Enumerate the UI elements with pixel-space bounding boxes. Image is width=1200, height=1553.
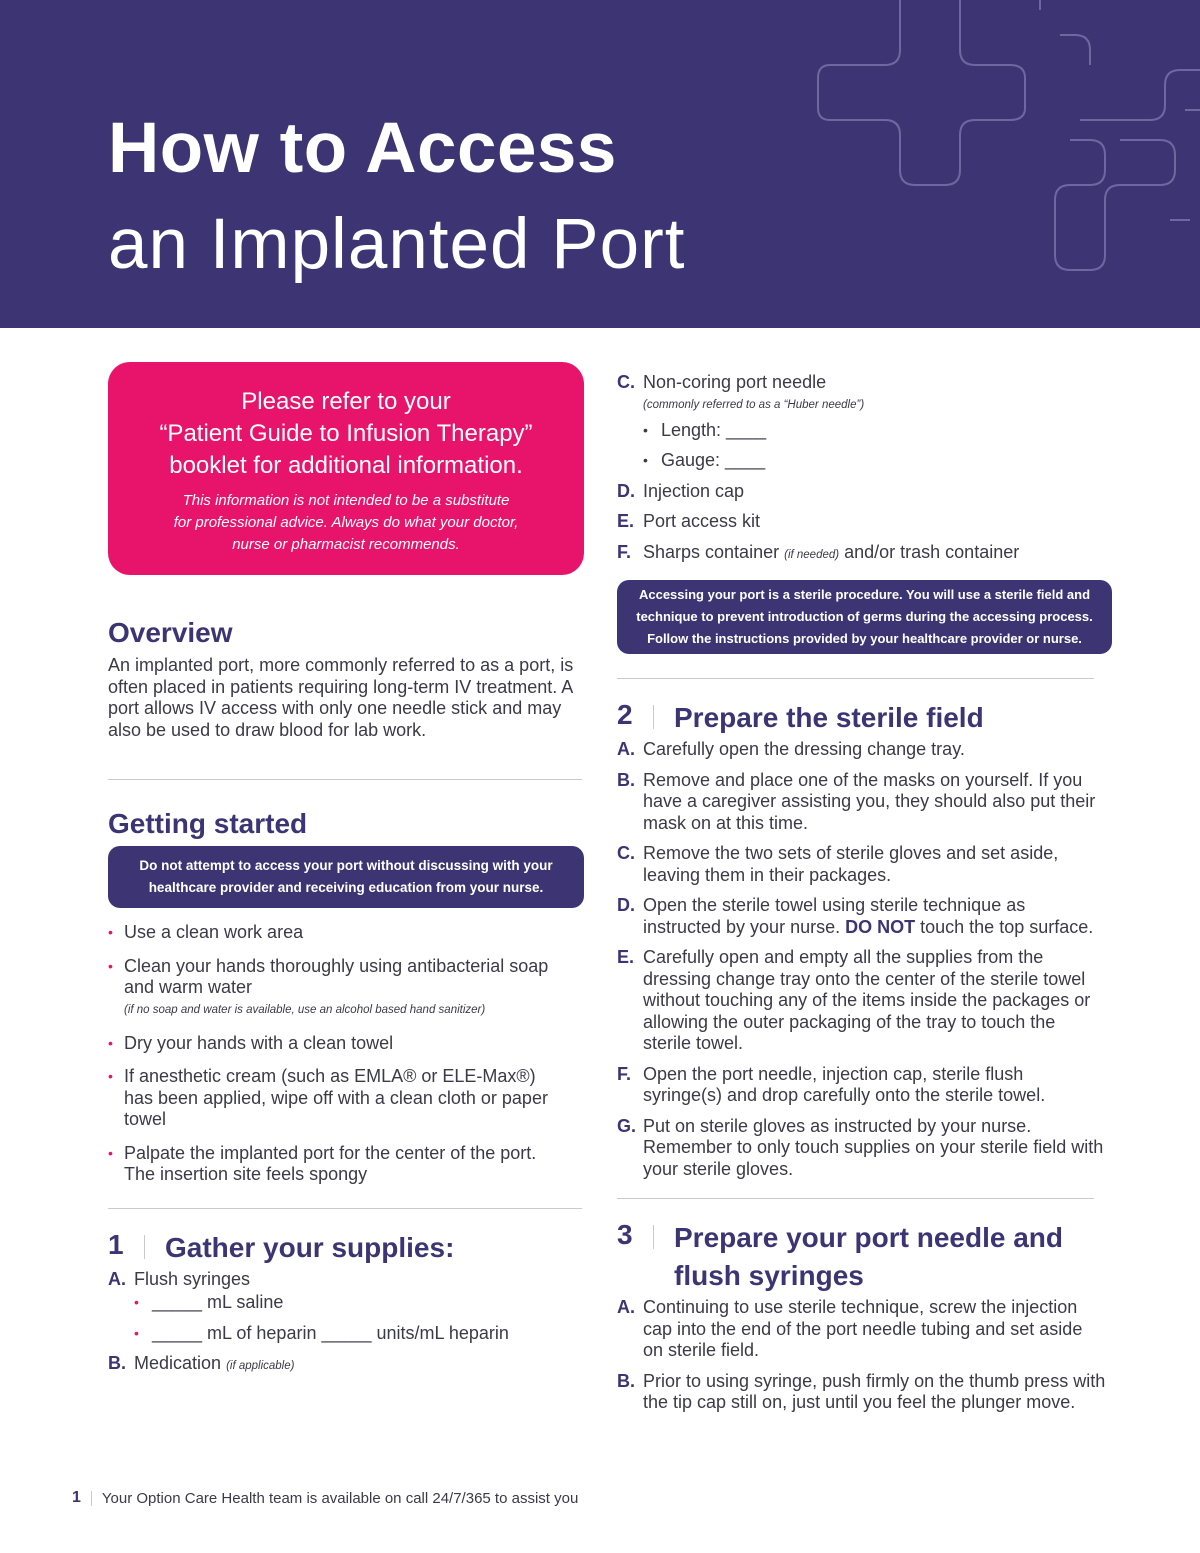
- list-item: • Clean your hands thoroughly using antibacterial soap and warm water (if no soap and water is available, use an alcohol based hand sanitizer): [108, 956, 568, 1021]
- left-column: [108, 362, 584, 1387]
- step-separator: [144, 1235, 145, 1259]
- list-item: • Dry your hands with a clean towel: [108, 1033, 568, 1055]
- flush-syringe-list: [108, 1292, 584, 1344]
- step3-number: 3: [617, 1219, 633, 1250]
- header-banner: [0, 0, 1200, 328]
- sterile-note-line1: Accessing your port is a sterile procedure. You will use a sterile field and: [638, 587, 1091, 602]
- divider: [617, 678, 1094, 679]
- step3-item-b: B. Prior to using syringe, push firmly on the thumb press with the tip cap still on, just until you feel the plunger move.: [617, 1370, 1106, 1412]
- warning-note-line1: Do not attempt to access your port without discussing with your: [139, 858, 553, 873]
- callout-main-line3: booklet for additional information.: [169, 452, 523, 479]
- step2-item-f: F. Open the port needle, injection cap, sterile flush syringe(s) and drop carefully onto the sterile towel.: [617, 1063, 1046, 1105]
- needle-spec-list: [617, 420, 1113, 472]
- callout-disclaimer: [108, 490, 584, 556]
- supply-item-a: A. Flush syringes: [108, 1268, 251, 1289]
- page-number: 1: [72, 1489, 81, 1506]
- list-item: • Palpate the implanted port for the center of the port. The insertion site feels spongy: [108, 1143, 568, 1186]
- footer-separator: [91, 1491, 92, 1506]
- overview-text: An implanted port, more commonly referred to as a port, is often placed in patients requiring long-term IV treatment. A port allows IV access with only one needle stick and may also be used to draw blood for lab work.: [108, 655, 574, 740]
- getting-started-heading: Getting started: [108, 808, 308, 839]
- step2-item-e: E. Carefully open and empty all the supplies from the dressing change tray onto the center of the sterile towel without touching any of the items inside the packages or allowing the outer packaging of the tray to touch the sterile towel.: [617, 947, 1091, 1053]
- step-separator: [653, 1225, 654, 1249]
- warning-note-line2: healthcare provider and receiving education from your nurse.: [148, 880, 544, 895]
- hand-sanitizer-note: (if no soap and water is available, use an alcohol based hand sanitizer): [124, 1003, 486, 1016]
- step2-item-d: D. Open the sterile towel using sterile technique as instructed by your nurse. DO NOT touch the top surface.: [617, 895, 1094, 937]
- supply-item-b: B. Medication (if applicable): [108, 1353, 295, 1373]
- step2-heading: [617, 699, 1113, 737]
- list-item: • Gauge: ____: [661, 450, 1113, 472]
- step1-title: Gather your supplies:: [165, 1231, 455, 1263]
- supply-item-d: D. Injection cap: [617, 480, 745, 501]
- divider: [108, 779, 582, 780]
- list-item: • _____ mL of heparin _____ units/mL heparin: [152, 1323, 584, 1345]
- step-separator: [653, 705, 654, 729]
- step3-heading: [617, 1219, 1113, 1295]
- step2-item-b: B. Remove and place one of the masks on yourself. If you have a caregiver assisting you, they should also put their mask on at this time.: [617, 769, 1096, 833]
- callout-sub-line3: nurse or pharmacist recommends.: [232, 536, 460, 553]
- callout-sub-line2: for professional advice. Always do what your doctor,: [173, 514, 519, 531]
- page-title-line1: How to Access: [108, 109, 617, 188]
- divider: [108, 1208, 582, 1209]
- step3-title: [674, 1219, 1063, 1295]
- callout-sub-line1: This information is not intended to be a substitute: [182, 492, 510, 509]
- supply-item-c: C. Non-coring port needle: [617, 372, 827, 392]
- step2-item-a: A. Carefully open the dressing change tray.: [617, 739, 965, 759]
- step3-title-line2: flush syringes: [674, 1260, 864, 1291]
- list-item: • Use a clean work area: [108, 922, 568, 944]
- sterile-procedure-note: [617, 580, 1112, 654]
- cross-pattern-decoration: [790, 0, 1200, 290]
- list-item: • If anesthetic cream (such as EMLA® or ELE-Max®) has been applied, wipe off with a clean cloth or paper towel: [108, 1066, 568, 1131]
- step2-item-c: C. Remove the two sets of sterile gloves and set aside, leaving them in their packages.: [617, 843, 1059, 885]
- step3-title-line1: Prepare your port needle and: [674, 1222, 1063, 1253]
- getting-started-list: [108, 922, 568, 1186]
- step2-title: Prepare the sterile field: [674, 702, 984, 733]
- sterile-note-line3: Follow the instructions provided by your healthcare provider or nurse.: [647, 631, 1082, 646]
- infusion-guide-callout: [108, 362, 584, 575]
- footer-text: Your Option Care Health team is available on call 24/7/365 to assist you: [101, 1489, 579, 1507]
- page-footer: [72, 1489, 578, 1507]
- step1-number: 1: [108, 1228, 124, 1260]
- callout-main-line1: Please refer to your: [241, 388, 451, 415]
- huber-needle-note: (commonly referred to as a “Huber needle”): [643, 398, 865, 411]
- callout-main-line2: “Patient Guide to Infusion Therapy”: [159, 420, 533, 447]
- step2-number: 2: [617, 699, 633, 730]
- list-item: • _____ mL saline: [152, 1292, 584, 1314]
- divider: [617, 1198, 1094, 1199]
- supply-item-e: E. Port access kit: [617, 511, 761, 531]
- list-item: • Length: ____: [661, 420, 1113, 442]
- getting-started-warning-note: [108, 846, 584, 908]
- supply-item-f: F. Sharps container (if needed) and/or trash container: [617, 541, 1020, 562]
- overview-heading: Overview: [108, 617, 233, 648]
- page-title-line2: an Implanted Port: [108, 205, 686, 284]
- step1-heading: [108, 1229, 584, 1267]
- step3-item-a: A. Continuing to use sterile technique, screw the injection cap into the end of the port needle tubing and set aside on sterile field.: [617, 1297, 1083, 1360]
- step2-item-g: G. Put on sterile gloves as instructed by your nurse. Remember to only touch supplies on your sterile field with your sterile gloves.: [617, 1115, 1104, 1179]
- step2-list: [617, 739, 1107, 1180]
- sterile-note-line2: technique to prevent introduction of germs during the accessing process.: [636, 609, 1093, 624]
- right-column: [617, 372, 1113, 1423]
- step3-list: [617, 1297, 1107, 1414]
